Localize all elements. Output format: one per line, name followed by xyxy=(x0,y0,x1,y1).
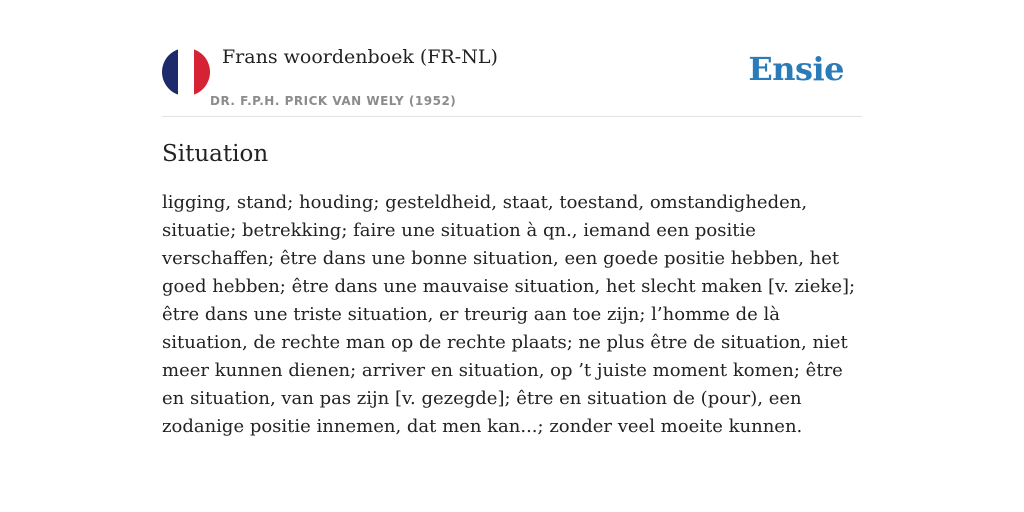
dictionary-card xyxy=(162,40,862,441)
flag-red-stripe xyxy=(194,48,210,96)
dictionary-title[interactable]: Frans woordenboek (FR-NL) xyxy=(222,46,498,68)
brand-logo[interactable]: Ensie xyxy=(748,50,844,88)
dictionary-header xyxy=(162,40,862,117)
flag-white-stripe xyxy=(178,48,194,96)
entry-headword: Situation xyxy=(162,141,269,167)
france-flag-icon xyxy=(162,48,210,96)
flag-blue-stripe xyxy=(162,48,178,96)
dictionary-author: DR. F.P.H. PRICK VAN WELY (1952) xyxy=(210,94,457,108)
entry-definition: ligging, stand; houding; gesteldheid, staat, toestand, omstandigheden, situatie; betrekking; faire une situation à qn., iemand een positie verschaffen; être dans une bonne situation, een goede positie hebben, het goed hebben; être dans une mauvaise situation, het slecht maken [v. zieke]; être dans une triste situation, er treurig aan toe zijn; l’homme de là situation, de rechte man op de rechte plaats; ne plus être de situation, niet meer kunnen dienen; arriver en situation, op ’t juiste moment komen; être en situation, van pas zijn [v. gezegde]; être en situation de (pour), een zodanige positie innemen, dat men kan...; zonder veel moeite kunnen. xyxy=(162,192,856,437)
